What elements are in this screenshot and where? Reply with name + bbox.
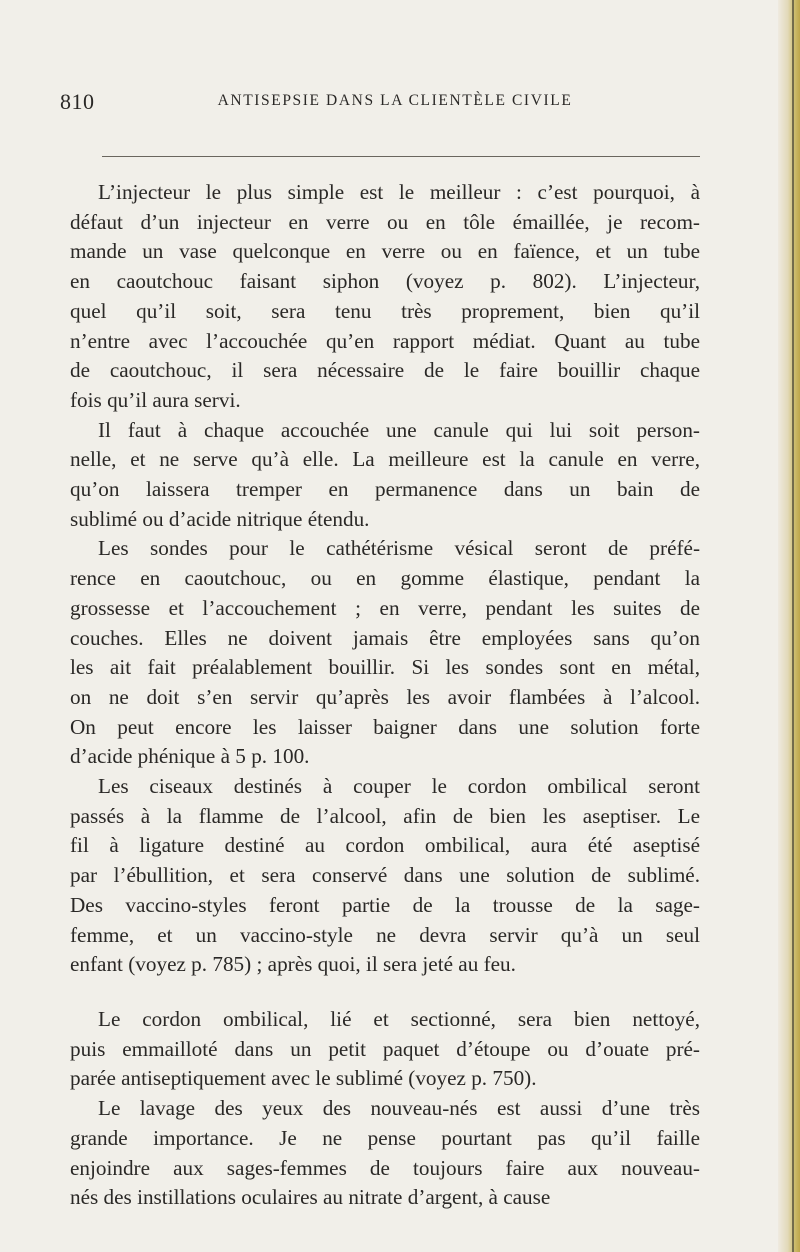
body-text xyxy=(70,178,700,1213)
text-line: couches. Elles ne doivent jamais être employées sans qu’on xyxy=(70,625,700,650)
paragraph xyxy=(70,178,700,416)
page-number: 810 xyxy=(60,89,95,114)
text-line: quel qu’il soit, sera tenu très proprement, bien qu’il xyxy=(70,298,700,323)
text-line: Des vaccino-styles feront partie de la trousse de la sage- xyxy=(70,892,700,917)
text-line: mande un vase quelconque en verre ou en faïence, et un tube xyxy=(70,239,700,264)
text-line: en caoutchouc faisant siphon (voyez p. 802). L’injecteur, xyxy=(70,269,700,294)
text-line: On peut encore les laisser baigner dans une solution forte xyxy=(70,714,700,739)
text-line: grande importance. Je ne pense pourtant pas qu’il faille xyxy=(70,1125,700,1150)
page-header xyxy=(60,89,700,119)
paragraph xyxy=(70,1005,700,1094)
text-line: passés à la flamme de l’alcool, afin de bien les aseptiser. Le xyxy=(70,803,700,828)
running-title: ANTISEPSIE DANS LA CLIENTÈLE CIVILE xyxy=(217,92,573,109)
text-line: on ne doit s’en servir qu’après les avoir flambées à l’alcool. xyxy=(70,684,700,709)
page-edge-shadow xyxy=(792,0,794,1252)
text-line: rence en caoutchouc, ou en gomme élastique, pendant la xyxy=(70,566,700,591)
text-line: qu’on laissera tremper en permanence dans un bain de xyxy=(70,477,700,502)
text-line: enjoindre aux sages-femmes de toujours faire aux nouveau- xyxy=(70,1155,700,1180)
paragraph xyxy=(70,416,700,535)
text-line: de caoutchouc, il sera nécessaire de le faire bouillir chaque xyxy=(70,358,700,383)
text-line: Le lavage des yeux des nouveau-nés est aussi d’une très xyxy=(98,1096,700,1121)
text-line: parée antiseptiquement avec le sublimé (voyez p. 750). xyxy=(70,1066,537,1091)
text-line: Les ciseaux destinés à couper le cordon ombilical seront xyxy=(98,774,700,799)
text-line: nés des instillations oculaires au nitrate d’argent, à cause xyxy=(70,1185,551,1210)
text-line: nelle, et ne serve qu’à elle. La meilleure est la canule en verre, xyxy=(70,447,700,472)
text-line: fil à ligature destiné au cordon ombilical, aura été aseptisé xyxy=(70,833,700,858)
text-line: femme, et un vaccino-style ne devra servir qu’à un seul xyxy=(70,922,700,947)
page-edge xyxy=(778,0,800,1252)
paragraph xyxy=(70,1094,700,1213)
text-line: par l’ébullition, et sera conservé dans une solution de sublimé. xyxy=(70,863,700,888)
text-line: fois qu’il aura servi. xyxy=(70,387,241,412)
text-line: Il faut à chaque accouchée une canule qui lui soit person- xyxy=(98,417,700,442)
paragraph xyxy=(70,534,700,772)
text-line: les ait fait préalablement bouillir. Si les sondes sont en métal, xyxy=(70,655,700,680)
text-line: grossesse et l’accouchement ; en verre, pendant les suites de xyxy=(70,595,700,620)
text-line: défaut d’un injecteur en verre ou en tôle émaillée, je recom- xyxy=(70,209,700,234)
text-line: Les sondes pour le cathétérisme vésical seront de préfé- xyxy=(98,536,700,561)
paragraph xyxy=(70,772,700,980)
text-line: sublimé ou d’acide nitrique étendu. xyxy=(70,506,370,531)
text-line: Le cordon ombilical, lié et sectionné, sera bien nettoyé, xyxy=(98,1006,700,1031)
text-line: d’acide phénique à 5 p. 100. xyxy=(70,744,310,769)
text-line: enfant (voyez p. 785) ; après quoi, il sera jeté au feu. xyxy=(70,952,516,977)
text-line: L’injecteur le plus simple est le meilleur : c’est pourquoi, à xyxy=(98,180,700,204)
text-line: puis emmailloté dans un petit paquet d’étoupe ou d’ouate pré- xyxy=(70,1036,700,1061)
text-line: n’entre avec l’accouchée qu’en rapport médiat. Quant au tube xyxy=(70,328,700,353)
header-rule xyxy=(102,156,700,157)
